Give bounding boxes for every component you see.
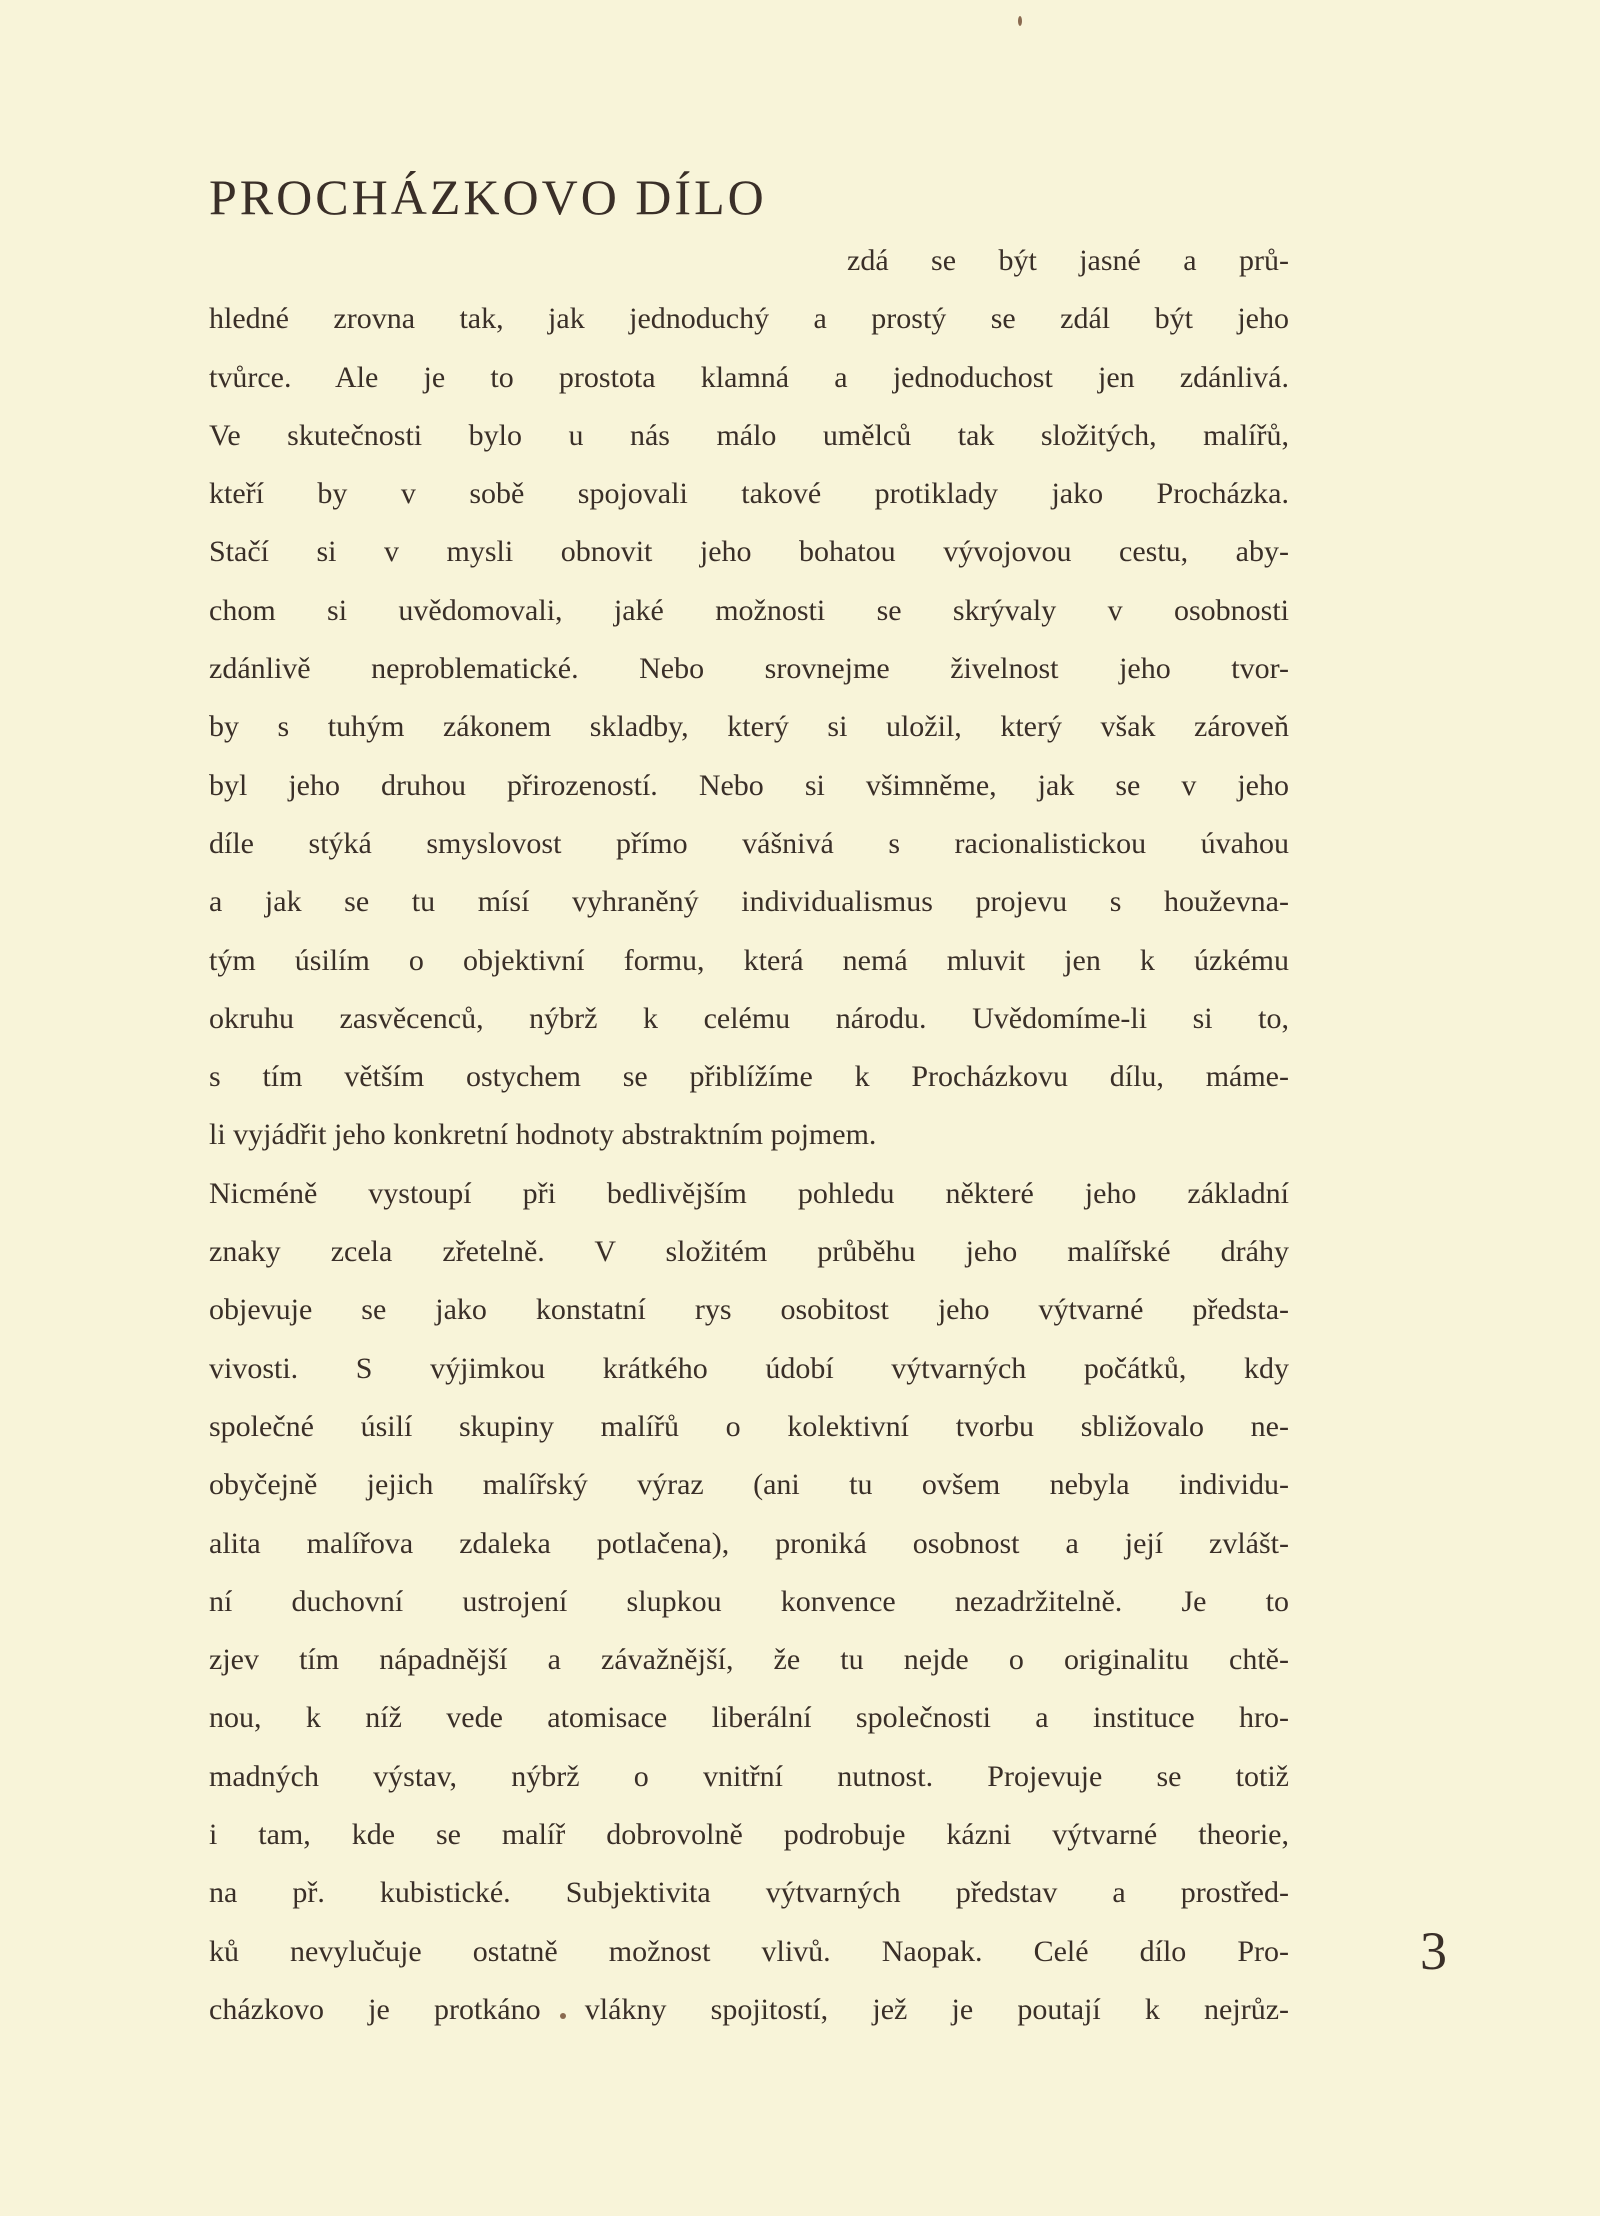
text-line: Nicméně vystoupí při bedlivějším pohledu některé jeho základní — [209, 1176, 1289, 1210]
text-line: alita malířova zdaleka potlačena), proniká osobnost a její zvlášt- — [209, 1526, 1289, 1560]
text-line: na př. kubistické. Subjektivita výtvarných představ a prostřed- — [209, 1876, 1289, 1910]
text-line: okruhu zasvěcenců, nýbrž k celému národu. Uvědomíme-li si to, — [209, 1001, 1289, 1035]
text-line: znaky zcela zřetelně. V složitém průběhu jeho malířské dráhy — [209, 1235, 1289, 1269]
text-line: objevuje se jako konstatní rys osobitost jeho výtvarné předsta- — [209, 1293, 1289, 1327]
text-line: hledné zrovna tak, jak jednoduchý a prostý se zdál být jeho — [209, 302, 1289, 336]
text-line: tvůrce. Ale je to prostota klamná a jednoduchost jen zdánlivá. — [209, 360, 1289, 394]
text-line: li vyjádřit jeho konkretní hodnoty abstraktním pojmem. — [209, 1118, 877, 1152]
text-line: byl jeho druhou přirozeností. Nebo si všimněme, jak se v jeho — [209, 768, 1289, 802]
text-line: nou, k níž vede atomisace liberální společnosti a instituce hro- — [209, 1701, 1289, 1735]
text-line: ní duchovní ustrojení slupkou konvence nezadržitelně. Je to — [209, 1584, 1289, 1618]
text-line: díle stýká smyslovost přímo vášnivá s racionalistickou úvahou — [209, 826, 1289, 860]
text-line: společné úsilí skupiny malířů o kolektivní tvorbu sbližovalo ne- — [209, 1409, 1289, 1443]
text-line: ků nevylučuje ostatně možnost vlivů. Naopak. Celé dílo Pro- — [209, 1934, 1289, 1968]
text-line: zdánlivě neproblematické. Nebo srovnejme živelnost jeho tvor- — [209, 652, 1289, 686]
text-line: tým úsilím o objektivní formu, která nemá mluvit jen k úzkému — [209, 943, 1289, 977]
text-line: zdá se být jasné a prů- — [847, 244, 1289, 277]
text-line: Ve skutečnosti bylo u nás málo umělců tak složitých, malířů, — [209, 418, 1289, 452]
text-line: chom si uvědomovali, jaké možnosti se skrývaly v osobnosti — [209, 593, 1289, 627]
body-text — [209, 232, 1289, 2039]
text-line: i tam, kde se malíř dobrovolně podrobuje kázni výtvarné theorie, — [209, 1818, 1289, 1852]
text-line: vivosti. S výjimkou krátkého údobí výtvarných počátků, kdy — [209, 1351, 1289, 1385]
text-line: madných výstav, nýbrž o vnitřní nutnost. Projevuje se totiž — [209, 1759, 1289, 1793]
page-title: PROCHÁZKOVO DÍLO — [209, 169, 767, 225]
text-line: s tím větším ostychem se přiblížíme k Procházkovu dílu, máme- — [209, 1060, 1289, 1094]
text-line: Stačí si v mysli obnovit jeho bohatou vývojovou cestu, aby- — [209, 535, 1289, 569]
page-number: 3 — [1420, 1921, 1447, 1981]
text-line: zjev tím nápadnější a závažnější, že tu nejde o originalitu chtě- — [209, 1643, 1289, 1677]
text-line: kteří by v sobě spojovali takové protiklady jako Procházka. — [209, 477, 1289, 511]
text-line: obyčejně jejich malířský výraz (ani tu ovšem nebyla individu- — [209, 1468, 1289, 1502]
text-line: cházkovo je protkáno vlákny spojitostí, jež je poutají k nejrůz- — [209, 1992, 1289, 2026]
text-line: a jak se tu mísí vyhraněný individualismus projevu s houževna- — [209, 885, 1289, 919]
text-line: by s tuhým zákonem skladby, který si uložil, který však zároveň — [209, 710, 1289, 744]
paper-speck — [1018, 16, 1022, 26]
